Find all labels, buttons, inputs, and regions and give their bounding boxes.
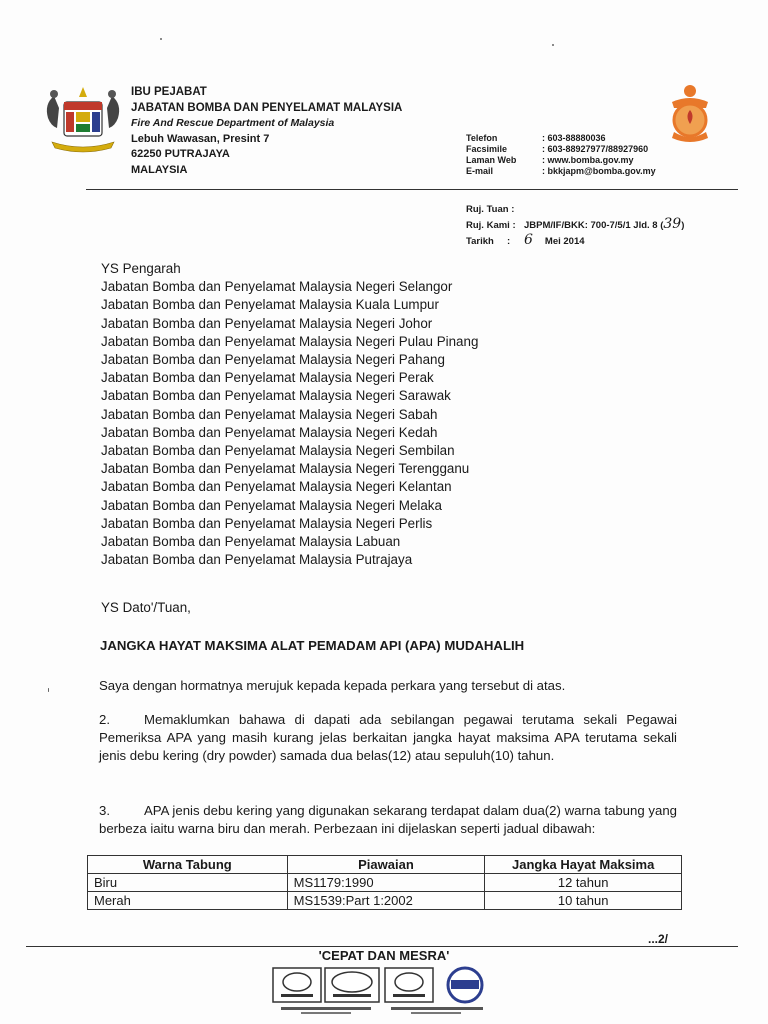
salutation: YS Dato'/Tuan, — [101, 600, 191, 615]
ruj-kami-value: JBPM/IF/BKK: 700-7/5/1 Jld. 8 ( — [524, 220, 664, 231]
letterhead — [131, 85, 402, 178]
table-cell: Merah — [88, 892, 288, 910]
recipient-line: Jabatan Bomba dan Penyelamat Malaysia Negeri Selangor — [101, 279, 453, 295]
bomba-logo-icon — [662, 82, 718, 144]
quality-system-badge-2-icon — [385, 968, 433, 1002]
page-continuation: ...2/ — [648, 932, 669, 946]
paragraph-3 — [99, 802, 677, 838]
address-line: MALAYSIA — [131, 163, 188, 176]
contact-value: : 603-88880036 — [542, 133, 606, 143]
table-header-cell: Piawaian — [287, 856, 485, 874]
ruj-tuan-row — [466, 203, 684, 217]
contact-row — [466, 133, 656, 144]
ruj-kami-row — [466, 217, 684, 233]
contact-label: Telefon — [466, 133, 498, 143]
table-cell: MS1179:1990 — [287, 874, 485, 892]
contact-row — [466, 144, 656, 155]
table-header-row — [88, 856, 682, 874]
ruj-kami-close: ) — [681, 220, 685, 231]
ruj-tuan-label: Ruj. Tuan : — [466, 204, 515, 215]
tarikh-label — [466, 235, 524, 249]
footer-divider — [26, 946, 738, 947]
letterhead-line1: IBU PEJABAT — [131, 86, 207, 98]
scan-speck — [552, 44, 554, 46]
recipient-line: Jabatan Bomba dan Penyelamat Malaysia Negeri Terengganu — [101, 461, 470, 477]
recipient-line: Jabatan Bomba dan Penyelamat Malaysia Negeri Johor — [101, 315, 433, 331]
table-cell: MS1539:Part 1:2002 — [287, 892, 485, 910]
table-row — [88, 892, 682, 910]
tarikh-colon: : — [507, 236, 511, 247]
recipient-line: Jabatan Bomba dan Penyelamat Malaysia Negeri Pulau Pinang — [101, 333, 479, 349]
table-header-cell: Warna Tabung — [88, 856, 288, 874]
contact-label: E-mail — [466, 166, 494, 176]
scan-speck — [48, 688, 49, 692]
letterhead-department-en: Fire And Rescue Department of Malaysia — [131, 117, 335, 129]
certification-badges — [271, 966, 495, 1016]
footer-motto: 'CEPAT DAN MESRA' — [318, 948, 450, 963]
address-line: 62250 PUTRAJAYA — [131, 148, 230, 160]
extinguisher-table — [87, 855, 682, 910]
contact-label: Facsimile — [466, 144, 508, 154]
contact-value: : 603-88927977/88927960 — [542, 144, 649, 154]
recipient-line: Jabatan Bomba dan Penyelamat Malaysia Kuala Lumpur — [101, 297, 439, 313]
table-cell: 12 tahun — [485, 874, 682, 892]
paragraph-1: Saya dengan hormatnya merujuk kepada kepada perkara yang tersebut di atas. — [99, 678, 566, 693]
ruj-kami-label: Ruj. Kami : — [466, 220, 516, 231]
contact-value: : bkkjapm@bomba.gov.my — [542, 166, 656, 176]
scan-speck — [160, 38, 162, 40]
quality-system-badge-icon — [273, 968, 321, 1002]
contact-label: Laman Web — [466, 155, 517, 165]
recipient-line: Jabatan Bomba dan Penyelamat Malaysia Negeri Pahang — [101, 352, 445, 368]
letterhead-department: JABATAN BOMBA DAN PENYELAMAT MALAYSIA — [131, 101, 403, 114]
address-line: Lebuh Wawasan, Presint 7 — [131, 132, 270, 145]
recipient-line: Jabatan Bomba dan Penyelamat Malaysia Negeri Sabah — [101, 406, 438, 422]
ruj-kami-handwritten: 39 — [663, 216, 682, 232]
standards-badge-icon — [325, 968, 379, 1002]
recipient-line: Jabatan Bomba dan Penyelamat Malaysia Labuan — [101, 534, 401, 550]
recipient-line: YS Pengarah — [101, 261, 181, 276]
contact-block — [466, 133, 656, 177]
iqnet-badge-icon — [448, 968, 482, 1002]
contact-row — [466, 155, 656, 166]
tarikh-row — [466, 233, 684, 249]
table-header-cell: Jangka Hayat Maksima — [485, 856, 682, 874]
paragraph-number: 3. — [99, 803, 110, 818]
malaysia-coat-of-arms-icon — [40, 84, 126, 154]
recipient-line: Jabatan Bomba dan Penyelamat Malaysia Negeri Perak — [101, 370, 434, 386]
recipient-line: Jabatan Bomba dan Penyelamat Malaysia Negeri Sarawak — [101, 388, 451, 404]
paragraph-3-text: APA jenis debu kering yang digunakan sekarang terdapat dalam dua(2) warna tabung yang berbeza iaitu warna biru dan merah. Perbezaan ini dijelaskan seperti jadual dibawah: — [99, 803, 677, 836]
paragraph-2 — [99, 711, 677, 765]
recipient-line: Jabatan Bomba dan Penyelamat Malaysia Negeri Kedah — [101, 424, 438, 440]
contact-row — [466, 166, 656, 177]
paragraph-number: 2. — [99, 712, 110, 727]
recipient-line: Jabatan Bomba dan Penyelamat Malaysia Negeri Perlis — [101, 515, 433, 531]
tarikh-handwritten-day: 6 — [524, 232, 533, 248]
recipient-line: Jabatan Bomba dan Penyelamat Malaysia Negeri Kelantan — [101, 479, 452, 495]
recipient-line: Jabatan Bomba dan Penyelamat Malaysia Putrajaya — [101, 552, 413, 568]
header-divider — [86, 189, 738, 190]
table-cell: 10 tahun — [485, 892, 682, 910]
recipient-line: Jabatan Bomba dan Penyelamat Malaysia Negeri Melaka — [101, 497, 442, 513]
recipient-list — [101, 260, 478, 569]
tarikh-label-text: Tarikh — [466, 236, 494, 247]
reference-block — [466, 203, 684, 249]
contact-value: : www.bomba.gov.my — [542, 155, 634, 165]
table-cell: Biru — [88, 874, 288, 892]
letter-subject: JANGKA HAYAT MAKSIMA ALAT PEMADAM API (APA) MUDAHALIH — [100, 638, 525, 653]
tarikh-value: Mei 2014 — [544, 236, 585, 247]
table-row — [88, 874, 682, 892]
paragraph-2-text: Memaklumkan bahawa di dapati ada sebilangan pegawai terutama sekali Pegawai Pemeriksa APA yang masih kurang jelas berkaitan jangka hayat maksima APA terutama sekali jenis debu kering (dry powder) samada dua belas(12) atau sepuluh(10) tahun. — [99, 712, 677, 763]
recipient-line: Jabatan Bomba dan Penyelamat Malaysia Negeri Sembilan — [101, 443, 455, 459]
